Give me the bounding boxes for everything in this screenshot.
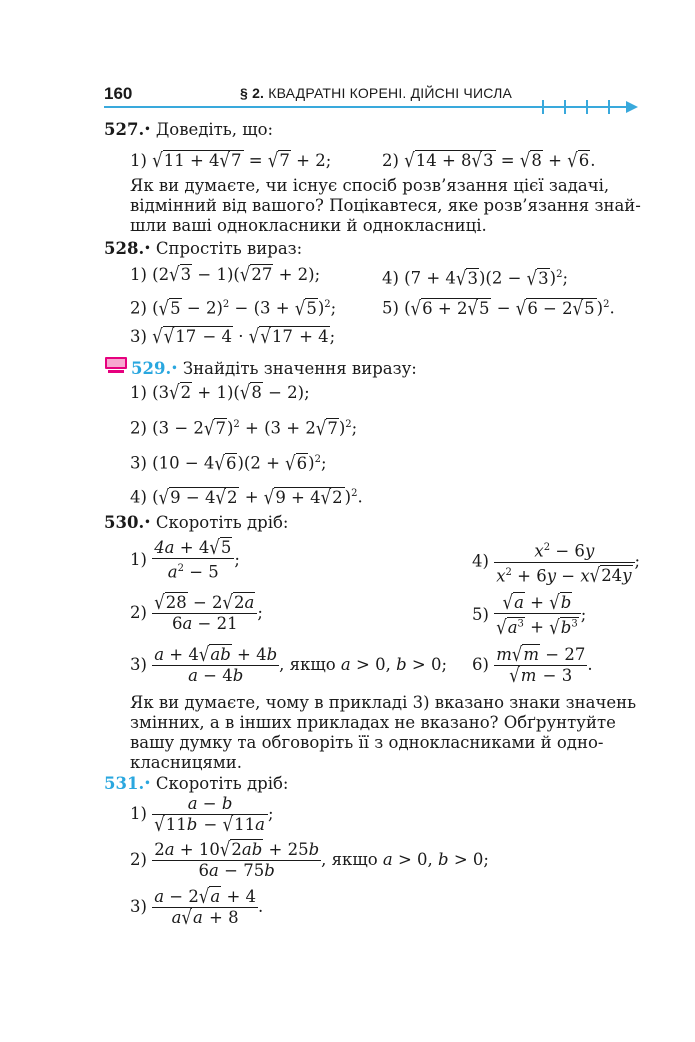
page-header <box>104 84 695 104</box>
problem-531-item-3: 3) $\frac{a - 2√a + 4}{a√a + 8}$ . <box>130 885 264 929</box>
problem-528-item-4: 4) $(7 + 4√3)(2 - √3)^2$; <box>382 266 569 290</box>
problem-530-item-4: 4) $\frac{x^2 - 6y}{x^2 + 6y - x√24y}$ ; <box>472 538 640 586</box>
problem-530-title: 530.• Скоротіть дріб: <box>104 513 289 532</box>
problem-529-item-4: 4) (√9 − 4√2 + √9 + 4√2 )$^2$. <box>130 485 363 509</box>
problem-527-item-2: 2) √14 + 8√3 = √8 + √6. <box>382 149 596 172</box>
problem-530-text: змінних, а в інших прикладах не вказано? Обґрунтуйте <box>130 713 616 732</box>
problem-531-item-2: 2) $\frac{2a + 10√2ab + 25b}{6a - 75b}$ , якщо a > 0, b > 0; <box>130 838 489 880</box>
problem-530-item-1: 1) $\frac{4a + 4√5}{a^2 - 5}$ ; <box>130 536 240 582</box>
problem-528-title: 528.• Спростіть вираз: <box>104 239 303 258</box>
problem-528-item-2: 2) $(√5 - 2)^2 - (3 + √5)^2$; <box>130 296 337 320</box>
problem-527-text: шли ваші однокласники й однокласниці. <box>130 216 487 235</box>
arrow-icon <box>626 101 638 113</box>
problem-530-item-2: 2) $\frac{√28 - 2√2a}{6a - 21}$ ; <box>130 591 263 633</box>
problem-527-title: 527.• Доведіть, що: <box>104 120 274 139</box>
problem-527-item-1: 1) √11 + 4√7 = √7 + 2; <box>130 149 332 172</box>
problem-529-item-1: 1) (3√2 + 1)(√8 − 2); <box>130 381 310 404</box>
problem-530-text: вашу думку та обговоріть її з однокласниками й одно- <box>130 733 604 752</box>
ruler-tick <box>586 100 588 114</box>
problem-531-title: 531.• Скоротіть дріб: <box>104 774 289 793</box>
problem-530-item-5: 5) $\frac{√a + √b}{√a^3 + √b^3}$ ; <box>472 591 587 639</box>
ruler-tick <box>564 100 566 114</box>
problem-527-text: відмінний від вашого? Поцікавтеся, яке розв’язання знай- <box>130 196 641 215</box>
problem-531-item-1: 1) $\frac{a - b}{√11b - √11a}$ ; <box>130 794 274 836</box>
ruler-tick <box>542 100 544 114</box>
problem-530-text: класницями. <box>130 753 242 772</box>
problem-528-item-5: 5) (√6 + 2√5 − √6 − 2√5 )$^2$. <box>382 296 615 320</box>
section-title: § 2. КВАДРАТНІ КОРЕНІ. ДІЙСНІ ЧИСЛА <box>240 85 512 101</box>
problem-530-item-3: 3) $\frac{a + 4√ab + 4b}{a - 4b}$ , якщо a > 0, b > 0; <box>130 643 448 685</box>
ruler-tick <box>608 100 610 114</box>
computer-icon <box>104 356 128 374</box>
problem-529-item-3: 3) $(10 - 4√6)(2 + √6)^2$; <box>130 451 327 475</box>
page-number: 160 <box>104 84 133 103</box>
problem-529-title: 529.• Знайдіть значення виразу: <box>131 359 417 378</box>
header-rule <box>104 106 626 108</box>
problem-530-text: Як ви думаєте, чому в прикладі 3) вказано знаки значень <box>130 693 637 712</box>
problem-528-item-3: 3) √√17 − 4 · √√17 + 4; <box>130 325 336 348</box>
problem-528-item-1: 1) (2√3 − 1)(√27 + 2); <box>130 263 321 286</box>
problem-530-item-6: 6) $\frac{m√m - 27}{√m - 3}$ . <box>472 643 593 687</box>
problem-527-text: Як ви думаєте, чи існує спосіб розв’язання цієї задачі, <box>130 176 610 195</box>
problem-529-item-2: 2) $(3 - 2√7)^2 + (3 + 2√7)^2$; <box>130 416 358 440</box>
